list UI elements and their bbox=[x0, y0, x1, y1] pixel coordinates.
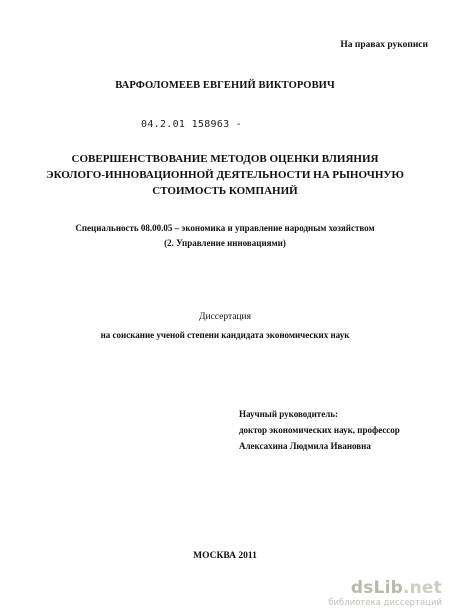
dissertation-label: Диссертация bbox=[199, 312, 251, 322]
watermark-logo-main: dsLib bbox=[350, 578, 403, 598]
thesis-title-line-2: ЭКОЛОГО-ИННОВАЦИОННОЙ ДЕЯТЕЛЬНОСТИ НА РЫНОЧНУЮ bbox=[46, 169, 404, 181]
registration-number: 04.2.01 158963 - bbox=[141, 119, 243, 130]
supervisor-label: Научный руководитель: bbox=[239, 409, 338, 419]
rights-notice: На правах рукописи bbox=[340, 40, 428, 50]
thesis-title-line-3: СТОИМОСТЬ КОМПАНИЙ bbox=[152, 185, 298, 197]
watermark-subtitle: библиотека диссертаций bbox=[328, 598, 442, 608]
thesis-title-line-1: СОВЕРШЕНСТВОВАНИЕ МЕТОДОВ ОЦЕНКИ ВЛИЯНИЯ bbox=[71, 153, 379, 165]
watermark bbox=[328, 578, 442, 612]
degree-sought: на соискание ученой степени кандидата экономических наук bbox=[100, 330, 350, 340]
watermark-logo-tld: .net bbox=[402, 578, 442, 598]
watermark-logo bbox=[351, 578, 442, 598]
specialty-subline: (2. Управление инновациями) bbox=[164, 238, 286, 248]
city-year: МОСКВА 2011 bbox=[193, 551, 257, 561]
supervisor-degree: доктор экономических наук, профессор bbox=[239, 425, 400, 435]
specialty-line: Специальность 08.00.05 – экономика и управление народным хозяйством bbox=[75, 223, 375, 233]
author-name: ВАРФОЛОМЕЕВ ЕВГЕНИЙ ВИКТОРОВИЧ bbox=[115, 80, 335, 91]
supervisor-name: Алексахина Людмила Ивановна bbox=[239, 441, 371, 451]
